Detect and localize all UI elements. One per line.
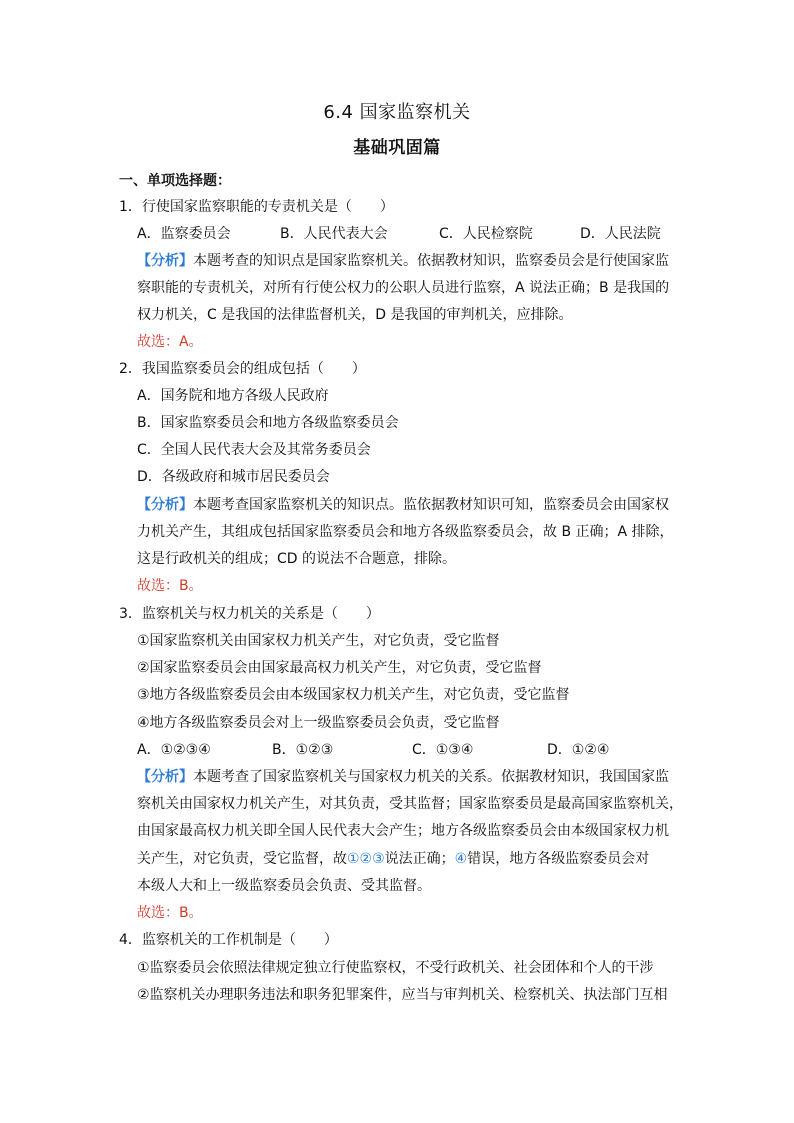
section-heading: 一、单项选择题：: [119, 173, 231, 189]
q2-analysis-tag: 【分析】: [137, 497, 193, 513]
q3-statement-1: ①国家监察机关由国家权力机关产生，对它负责，受它监督: [137, 633, 500, 649]
q1-option-a: A．监察委员会: [137, 226, 231, 242]
q3-statement-2: ②国家监察委员会由国家最高权力机关产生，对它负责，受它监督: [137, 660, 542, 676]
q2-option-b: B．国家监察委员会和地方各级监察委员会: [137, 415, 399, 431]
q3-analysis-line-2: 察机关由国家权力机关产生，对其负责，受其监督；国家监察委员是最高国家监察机关，: [137, 796, 683, 812]
q1-analysis-line-1: 【分析】本题考查的知识点是国家监察机关。依据教材知识，监察委员会是行使国家监: [137, 253, 669, 269]
q2-option-a: A．国务院和地方各级人民政府: [137, 388, 329, 404]
q3-analysis-line-3: 由国家最高权力机关即全国人民代表大会产生；地方各级监察委员会由本级国家权力机: [137, 823, 669, 839]
q3-analysis-line-4: 关产生，对它负责，受它监督，故①②③说法正确；④错误，地方各级监察委员会对: [137, 851, 650, 867]
q4-statement-2: ②监察机关办理职务违法和职务犯罪案件，应当与审判机关、检察机关、执法部门互相: [137, 987, 668, 1003]
document-title: 6.4 国家监察机关: [323, 102, 471, 123]
q1-option-c: C．人民检察院: [439, 226, 533, 242]
q3-analysis-line-1: 【分析】本题考查了国家监察机关与国家权力机关的关系。依据教材知识，我国国家监: [137, 769, 669, 785]
q1-analysis-tag: 【分析】: [137, 253, 193, 269]
q3-option-c: C．①③④: [412, 742, 474, 758]
q3-option-a: A．①②③④: [137, 742, 211, 758]
q3-stem: 3．监察机关与权力机关的关系是（ ）: [119, 606, 380, 622]
q3-analysis-line-5: 本级人大和上一级监察委员会负责、受其监督。: [137, 878, 431, 894]
q2-analysis-line-1: 【分析】本题考查国家监察机关的知识点。监依据教材知识可知，监察委员会由国家权: [137, 497, 669, 513]
q2-analysis-line-2: 力机关产生，其组成包括国家监察委员会和地方各级监察委员会，故 B 正确；A 排除，: [137, 524, 674, 540]
q3-statement-3: ③地方各级监察委员会由本级国家权力机关产生，对它负责，受它监督: [137, 687, 570, 703]
q2-stem: 2．我国监察委员会的组成包括（ ）: [119, 361, 366, 377]
q2-analysis-line-3: 这是行政机关的组成；CD 的说法不合题意，排除。: [137, 551, 457, 567]
q1-option-d: D．人民法院: [580, 226, 661, 242]
q1-analysis-line-3: 权力机关，C 是我国的法律监督机关，D 是我国的审判机关，应排除。: [137, 307, 573, 323]
q2-option-c: C．全国人民代表大会及其常务委员会: [137, 442, 371, 458]
q1-stem: 1．行使国家监察职能的专责机关是（ ）: [119, 199, 394, 215]
q4-stem: 4．监察机关的工作机制是（ ）: [119, 932, 338, 948]
q1-option-b: B．人民代表大会: [280, 226, 388, 242]
q2-option-d: D．各级政府和城市居民委员会: [137, 469, 330, 485]
q3-answer: 故选：B。: [137, 905, 203, 921]
q1-answer: 故选：A。: [137, 334, 203, 350]
q3-option-d: D．①②④: [547, 742, 610, 758]
document-subtitle: 基础巩固篇: [353, 138, 441, 158]
q3-analysis-tag: 【分析】: [137, 769, 193, 785]
q2-answer: 故选：B。: [137, 578, 203, 594]
q3-statement-4: ④地方各级监察委员会对上一级监察委员会负责，受它监督: [137, 715, 500, 731]
q1-analysis-line-2: 察职能的专责机关，对所有行使公权力的公职人员进行监察，A 说法正确；B 是我国的: [137, 280, 670, 296]
q4-statement-1: ①监察委员会依照法律规定独立行使监察权，不受行政机关、社会团体和个人的干涉: [137, 960, 654, 976]
q3-option-b: B．①②③: [272, 742, 334, 758]
